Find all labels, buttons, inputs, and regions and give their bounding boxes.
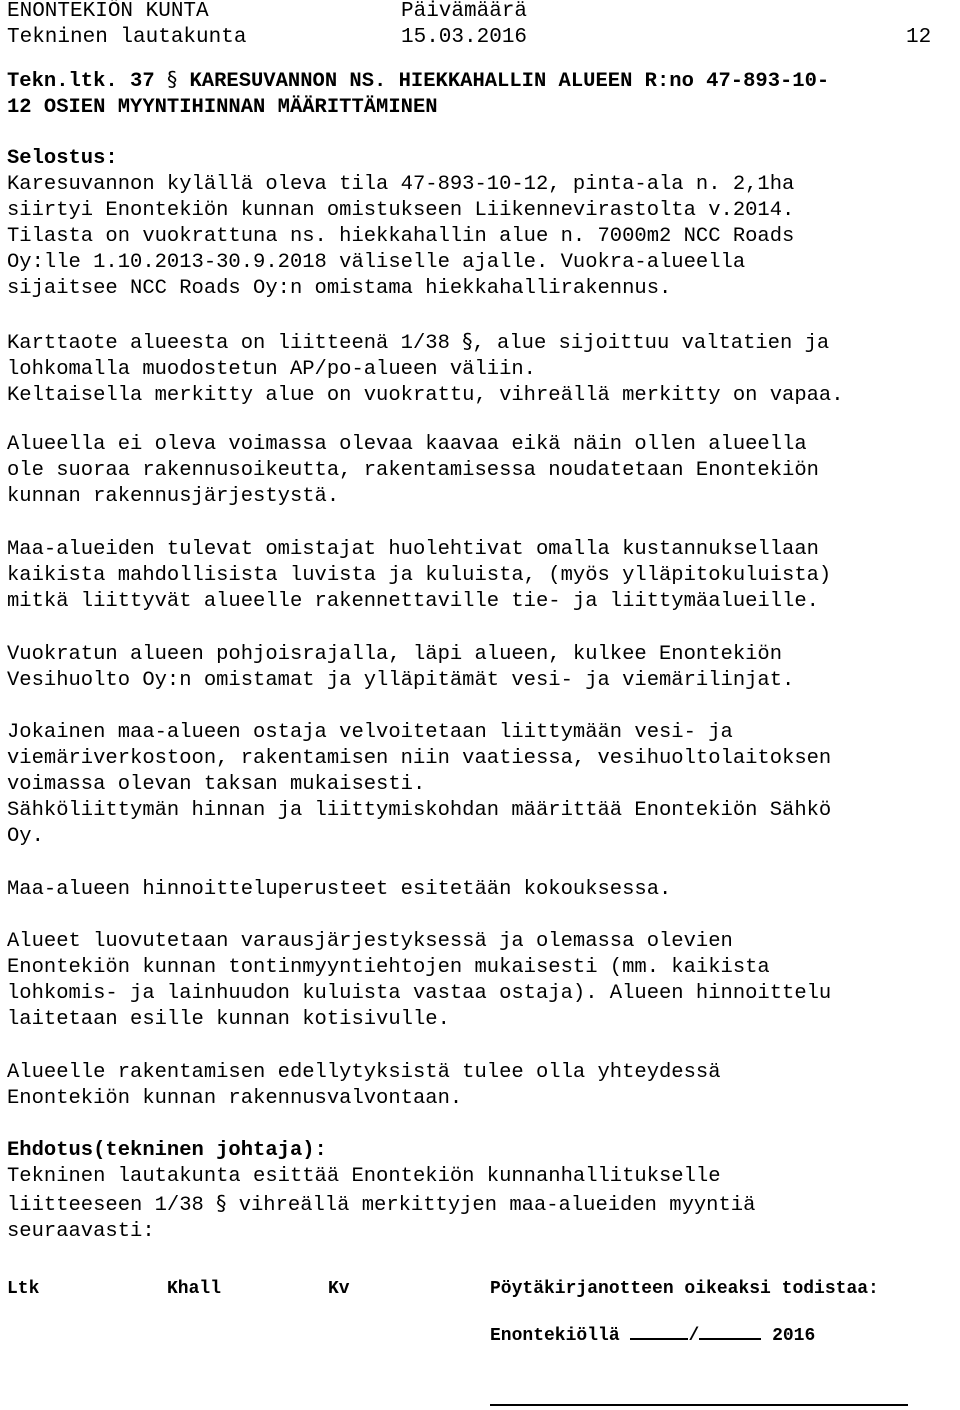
certification-label: Pöytäkirjanotteen oikeaksi todistaa: xyxy=(490,1279,879,1299)
meeting-date: 15.03.2016 xyxy=(401,26,528,49)
title-line-2: 12 OSIEN MYYNTIHINNAN MÄÄRITTÄMINEN xyxy=(7,96,438,119)
board-name: Tekninen lautakunta xyxy=(7,26,247,49)
proposal-line-2-after: vihreällä merkittyjen maa-alueiden myyntiä xyxy=(226,1194,756,1217)
title-line-1: KARESUVANNON NS. HIEKKAHALLIN ALUEEN R:no 47-893-10- xyxy=(189,70,830,93)
footer-ltk: Ltk xyxy=(7,1279,40,1299)
paragraph-pricing: Maa-alueen hinnoitteluperusteet esitetään kokouksessa. xyxy=(7,878,672,901)
section-symbol: § xyxy=(166,67,178,91)
date-separator: / xyxy=(688,1326,700,1346)
map-text-before: Karttaote alueesta on liitteenä 1/38 xyxy=(7,332,463,355)
proposal-text xyxy=(7,1164,947,1245)
proposal-line-2-before: liitteeseen 1/38 xyxy=(7,1194,217,1217)
footer-kv: Kv xyxy=(328,1279,350,1299)
day-blank xyxy=(630,1322,688,1340)
paragraph-map xyxy=(7,328,947,409)
paragraph-connections: Jokainen maa-alueen ostaja velvoitetaan liittymään vesi- ja viemäriverkostoon, rakentamisen niin vaatiessa, vesihuoltolaitoksen voimassa olevan taksan mukaisesti. Sähköliittymän hinnan ja liittymiskohdan määrittää Enontekiön Sähkö Oy. xyxy=(7,721,832,848)
paragraph-building: Alueelle rakentamisen edellytyksistä tulee olla yhteydessä Enontekiön kunnan rakennusvalvontaan. xyxy=(7,1061,721,1110)
proposal-heading: Ehdotus(tekninen johtaja): xyxy=(7,1139,327,1162)
signature-line xyxy=(490,1404,908,1406)
footer-khall: Khall xyxy=(167,1279,222,1299)
org-name: ENONTEKIÖN KUNTA xyxy=(7,0,209,23)
signature-year: 2016 xyxy=(772,1326,816,1346)
paragraph-water-lines: Vuokratun alueen pohjoisrajalla, läpi alueen, kulkee Enontekiön Vesihuolto Oy:n omistamat ja ylläpitämät vesi- ja viemärilinjat. xyxy=(7,643,795,692)
section-title xyxy=(7,66,947,121)
selostus-heading: Selostus: xyxy=(7,147,118,170)
place-date-line xyxy=(490,1322,815,1346)
proposal-line-1: Tekninen lautakunta esittää Enontekiön kunnanhallitukselle xyxy=(7,1165,721,1188)
map-text-rest: lohkomalla muodostetun AP/po-alueen väliin. Keltaisella merkitty alue on vuokrattu, vihreällä merkitty on vapaa. xyxy=(7,358,844,407)
title-ref: Tekn.ltk. 37 xyxy=(7,70,155,93)
proposal-line-3: seuraavasti: xyxy=(7,1220,155,1243)
section-symbol: § xyxy=(462,329,473,353)
page-number: 12 xyxy=(906,26,932,49)
paragraph-background: Karesuvannon kylällä oleva tila 47-893-10-12, pinta-ala n. 2,1ha siirtyi Enontekiön kunnan omistukseen Liikennevirastolta v.2014. Tilasta on vuokrattuna ns. hiekkahallin alue n. 7000m2 NCC Roads Oy:lle 1.10.2013-30.9.2018 väliselle ajalle. Vuokra-alueella sijaitsee NCC Roads Oy:n omistama hiekkahallirakennus. xyxy=(7,173,795,300)
paragraph-costs: Maa-alueiden tulevat omistajat huolehtivat omalla kustannuksellaan kaikista mahdollisista luvista ja kuluista, (myös ylläpitokuluista) mitkä liittyvät alueelle rakennettaville tie- ja liittymäalueille. xyxy=(7,538,832,613)
paragraph-transfer: Alueet luovutetaan varausjärjestyksessä ja olemassa olevien Enontekiön kunnan tontinmyyntiehtojen mukaisesti (mm. kaikista lohkomis- ja lainhuudon kuluista vastaa ostaja). Alueen hinnoittelu laitetaan esille kunnan kotisivulle. xyxy=(7,930,832,1031)
paragraph-zoning: Alueella ei oleva voimassa olevaa kaavaa eikä näin ollen alueella ole suoraa rakennusoikeutta, rakentamisessa noudatetaan Enontekiön kunnan rakennusjärjestystä. xyxy=(7,433,819,508)
date-label: Päivämäärä xyxy=(401,0,528,23)
section-symbol: § xyxy=(216,1191,227,1215)
place-name: Enontekiöllä xyxy=(490,1326,620,1346)
month-blank xyxy=(699,1322,761,1340)
map-text-after: , alue sijoittuu valtatien ja xyxy=(472,332,830,355)
